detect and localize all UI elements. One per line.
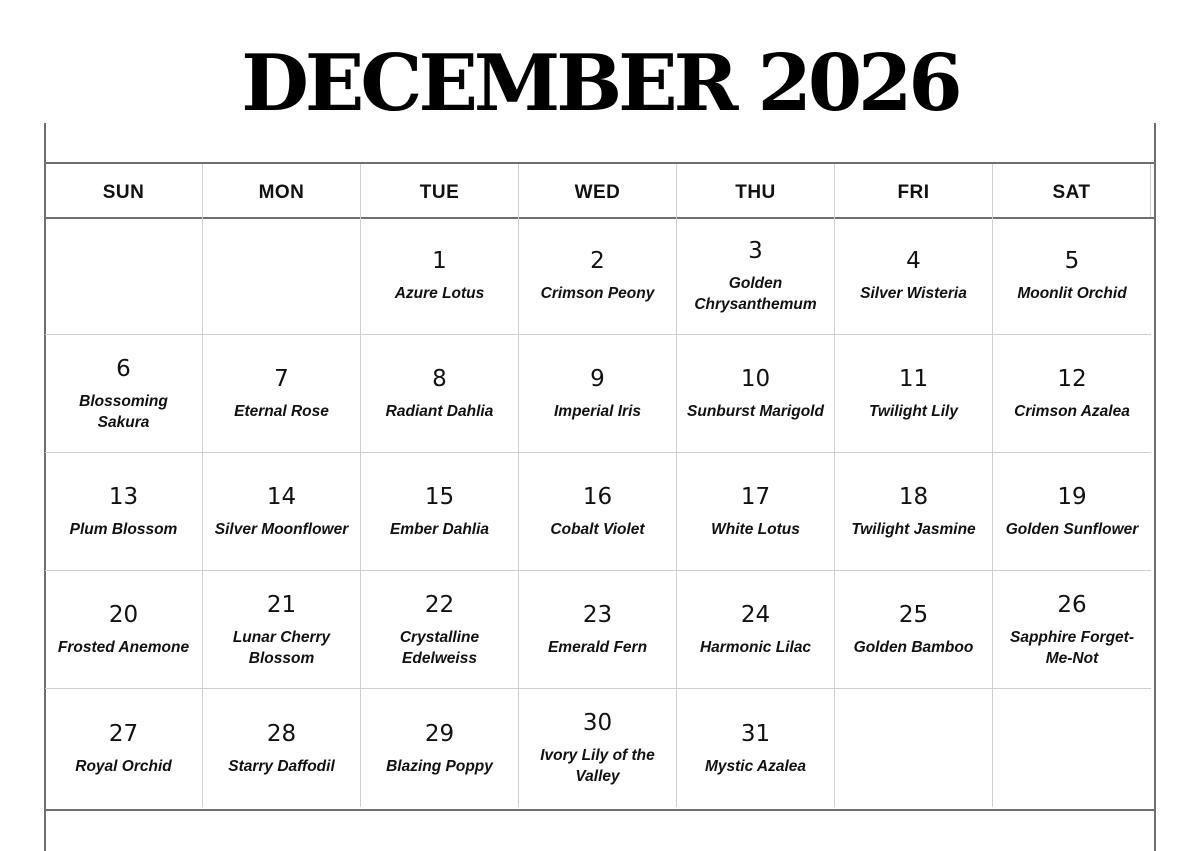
day-cell	[519, 571, 677, 689]
flower-name: Emerald Fern	[547, 639, 648, 656]
weekday-header-wed: WED	[519, 164, 677, 217]
flower-name: Frosted Anemone	[57, 639, 190, 656]
flower-name: Starry Daffodil	[228, 757, 335, 775]
day-number: 17	[740, 484, 771, 510]
day-cell	[519, 453, 677, 571]
day-cell	[203, 689, 361, 807]
flower-name: Silver Wisteria	[860, 285, 967, 302]
day-number: 28	[266, 720, 297, 747]
day-number: 21	[266, 591, 297, 618]
flower-name: Ivory Lily of the Valley	[540, 747, 655, 785]
grid-bottom-rule	[44, 809, 1156, 811]
day-cell	[835, 571, 993, 689]
calendar-grid	[45, 164, 1155, 807]
weekday-header-sun: SUN	[45, 164, 203, 217]
day-number: 16	[582, 484, 613, 510]
day-number: 5	[1064, 248, 1080, 274]
day-cell	[677, 217, 835, 335]
day-cell	[677, 453, 835, 571]
day-number: 10	[740, 366, 771, 392]
flower-name: Royal Orchid	[75, 757, 172, 775]
flower-name: Silver Moonflower	[214, 521, 349, 538]
day-number: 30	[582, 710, 613, 736]
flower-name: Harmonic Lilac	[699, 639, 812, 656]
flower-name: Imperial Iris	[553, 403, 641, 420]
flower-name: Lunar Cherry Blossom	[232, 628, 331, 667]
flower-name: Ember Dahlia	[389, 521, 490, 538]
day-cell	[361, 217, 519, 335]
day-number: 6	[116, 355, 131, 382]
day-number: 27	[108, 720, 139, 747]
day-number: 20	[108, 602, 139, 628]
day-cell	[519, 689, 677, 807]
flower-name: Eternal Rose	[234, 403, 329, 420]
day-number: 23	[582, 602, 613, 628]
day-number: 19	[1057, 484, 1087, 510]
day-number: 8	[432, 366, 447, 392]
day-cell	[45, 571, 203, 689]
weekday-header-fri: FRI	[835, 164, 993, 217]
day-cell	[835, 453, 993, 571]
day-cell	[203, 217, 361, 335]
day-cell	[993, 689, 1151, 807]
day-cell	[993, 571, 1151, 689]
day-number: 9	[590, 366, 605, 392]
day-cell	[993, 217, 1151, 335]
day-number: 12	[1057, 366, 1087, 392]
day-cell	[361, 571, 519, 689]
day-cell	[203, 571, 361, 689]
flower-name: Mystic Azalea	[704, 757, 807, 775]
weekday-header-sat: SAT	[993, 164, 1151, 217]
weekday-header-mon: MON	[203, 164, 361, 217]
day-number: 15	[424, 484, 455, 510]
flower-name: Moonlit Orchid	[1017, 285, 1127, 302]
day-number: 1	[432, 248, 447, 274]
day-number: 4	[906, 248, 921, 274]
day-cell	[993, 453, 1151, 571]
day-number: 2	[590, 248, 605, 274]
flower-name: Blossoming Sakura	[79, 392, 168, 431]
day-cell	[361, 335, 519, 453]
flower-name: Crystalline Edelweiss	[399, 628, 480, 667]
day-cell	[45, 217, 203, 335]
day-cell	[677, 689, 835, 807]
calendar-title: DECEMBER 2026	[241, 38, 959, 129]
day-cell	[835, 217, 993, 335]
flower-name: Sapphire Forget-Me-Not	[1009, 628, 1134, 667]
flower-name: Golden Sunflower	[1005, 521, 1139, 538]
flower-name: Radiant Dahlia	[385, 403, 494, 420]
flower-name: Crimson Peony	[540, 285, 655, 302]
day-cell	[45, 335, 203, 453]
day-number: 26	[1057, 591, 1087, 618]
flower-name: Twilight Jasmine	[851, 521, 976, 538]
flower-name: Cobalt Violet	[550, 521, 645, 538]
flower-name: White Lotus	[711, 521, 800, 538]
flower-name: Plum Blossom	[69, 521, 178, 538]
day-number: 25	[898, 602, 929, 628]
day-cell	[45, 689, 203, 807]
day-cell	[361, 453, 519, 571]
day-cell	[203, 335, 361, 453]
day-number: 7	[274, 366, 289, 392]
day-cell	[993, 335, 1151, 453]
day-cell	[519, 335, 677, 453]
day-number: 13	[108, 484, 139, 510]
flower-name: Golden Chrysanthemum	[694, 274, 817, 313]
day-number: 18	[898, 484, 929, 510]
day-number: 11	[898, 366, 929, 392]
day-number: 24	[740, 602, 771, 628]
flower-name: Golden Bamboo	[853, 639, 974, 656]
flower-name: Blazing Poppy	[386, 757, 493, 775]
flower-name: Twilight Lily	[869, 403, 958, 420]
flower-name: Azure Lotus	[394, 285, 485, 302]
day-number: 22	[424, 591, 455, 618]
flower-name: Sunburst Marigold	[687, 403, 824, 420]
weekday-header-tue: TUE	[361, 164, 519, 217]
day-cell	[677, 571, 835, 689]
day-number: 14	[266, 484, 297, 510]
day-number: 29	[424, 720, 455, 747]
day-number: 31	[740, 720, 771, 747]
day-cell	[677, 335, 835, 453]
day-cell	[835, 689, 993, 807]
flower-name: Crimson Azalea	[1014, 403, 1130, 420]
day-cell	[45, 453, 203, 571]
day-cell	[203, 453, 361, 571]
day-number: 3	[748, 237, 763, 264]
day-cell	[519, 217, 677, 335]
day-cell	[361, 689, 519, 807]
day-cell	[835, 335, 993, 453]
weekday-header-thu: THU	[677, 164, 835, 217]
